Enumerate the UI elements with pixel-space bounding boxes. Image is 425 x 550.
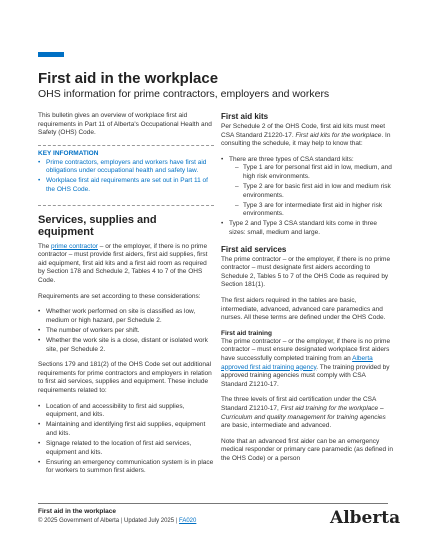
footer-meta xyxy=(38,518,196,524)
copyright-text: © 2025 Government of Alberta xyxy=(38,518,120,524)
left-column xyxy=(38,112,214,483)
text-segment: First aid kits for the workplace xyxy=(293,131,382,139)
subheading-training: First aid training xyxy=(221,329,272,337)
separator: | xyxy=(175,518,178,524)
page-title: First aid in the workplace xyxy=(38,70,219,87)
list-item: • Whether work performed on site is classified as low, medium or high hazard, per Schedule 2. xyxy=(38,308,214,325)
text-segment: First aid training for the workplace – Curriculum and quality management for training agencies xyxy=(221,404,386,421)
list-item: • Maintaining and identifying first aid supplies, equipment and kits. xyxy=(38,421,214,438)
updated-text: Updated July 2025 xyxy=(124,518,175,524)
list-item: • Signage related to the location of first aid services, equipment and kits. xyxy=(38,440,214,457)
alberta-logo: Alberta xyxy=(330,508,401,528)
footer-divider xyxy=(38,503,388,504)
list-item: – Type 1 are for personal first aid in low, medium, and high risk environments. xyxy=(235,164,393,181)
text-segment: – or the employer, if there is no prime contractor – must provide first aiders, first aid supplies, first aid equipment, first aid kits and a first aid room as required by Section 178 and Schedule 2, Tables 4 to 7 of the OHS Code. xyxy=(38,242,208,285)
section-heading-kits: First aid kits xyxy=(221,112,269,121)
kit-types-list xyxy=(235,164,393,219)
list-item: • The number of workers per shift. xyxy=(38,327,214,336)
additional-requirements-paragraph: Sections 179 and 181(2) of the OHS Code set out additional requirements for prime contractors and employers in relation to first aid services, supplies and equipment. These include requirements related to: xyxy=(38,361,212,394)
kit-info-list xyxy=(221,156,393,238)
accent-bar xyxy=(38,52,64,57)
list-item: • Ensuring an emergency communication system is in place for workers to summon first aiders. xyxy=(38,459,214,476)
list-item: – Type 3 are for intermediate first aid in higher risk environments. xyxy=(235,202,393,219)
requirements-list xyxy=(38,403,214,476)
key-information-list xyxy=(38,159,214,195)
separator: | xyxy=(120,518,123,524)
list-item: • Location of and accessibility to first aid supplies, equipment, and kits. xyxy=(38,403,214,420)
text-segment: are basic, intermediate and advanced. xyxy=(221,422,332,430)
advanced-first-aider-note: Note that an advanced first aider can be an emergency medical responder or primary care paramedic (as defined in the OHS Code) or a person xyxy=(221,437,393,462)
list-item: – Type 2 are for basic first aid in low and medium risk environments. xyxy=(235,183,393,200)
intro-paragraph: This bulletin gives an overview of workplace first aid requirements in Part 11 of Alberta's Occupational Health and Safety (OHS) Code. xyxy=(38,112,212,137)
services-paragraph xyxy=(38,243,214,286)
key-information-heading: KEY INFORMATION xyxy=(38,149,99,157)
document-code-link[interactable]: FA020 xyxy=(179,518,197,524)
text-segment: The prime contractor – or the employer, if there is no prime contractor – must ensure designated workplace first aiders have successfully completed training from an xyxy=(221,337,391,362)
considerations-intro: Requirements are set according to these considerations: xyxy=(38,292,201,300)
list-item: • Type 2 and Type 3 CSA standard kits come in three sizes: small, medium and large. xyxy=(221,220,393,237)
text-segment: . In consulting the schedule, it may help to know that: xyxy=(221,131,391,148)
kits-paragraph xyxy=(221,123,393,149)
right-column xyxy=(221,112,393,471)
approved-training-agency-link[interactable]: Alberta approved first aid training agency xyxy=(221,354,373,371)
prime-contractor-link[interactable]: prime contractor xyxy=(51,242,98,250)
footer-title: First aid in the workplace xyxy=(38,508,117,515)
list-item: • Whether the work site is a close, distant or isolated work site, per Schedule 2. xyxy=(38,337,214,354)
page-subtitle: OHS information for prime contractors, employers and workers xyxy=(38,88,330,100)
list-item xyxy=(221,156,393,219)
services-paragraph-2: The first aiders required in the tables are basic, intermediate, advanced, advanced care paramedics and nurses. All these terms are defined under the OHS Code. xyxy=(221,297,386,322)
text-segment: . The training provided by approved training agencies must comply with CSA Standard Z1210-17. xyxy=(221,363,390,388)
text-segment: The xyxy=(38,242,52,250)
services-paragraph-1: The prime contractor – or the employer, if there is no prime contractor – must designate first aiders according to Schedule 2, Tables 5 to 7 of the OHS Code as required by Section 181(1). xyxy=(221,255,391,289)
text-segment: There are three types of CSA standard kits: xyxy=(229,155,354,163)
training-paragraph xyxy=(221,338,393,390)
list-item: • Prime contractors, employers and workers have first aid obligations under occupational health and safety law. xyxy=(38,159,214,176)
text-segment: Per Schedule 2 of the OHS Code, first aid kits must meet CSA Standard Z1220-17. xyxy=(221,123,386,139)
section-heading-services: First aid services xyxy=(221,244,287,254)
section-heading-services: Services, supplies and equipment xyxy=(38,213,157,238)
list-item: • Workplace first aid requirements are set out in Part 11 of the OHS Code. xyxy=(38,177,214,194)
text-segment: The three levels of first aid certification under the CSA Standard Z1210-17, xyxy=(221,396,376,412)
certification-levels-paragraph xyxy=(221,396,393,430)
considerations-list xyxy=(38,308,214,354)
key-information-box xyxy=(38,145,214,206)
